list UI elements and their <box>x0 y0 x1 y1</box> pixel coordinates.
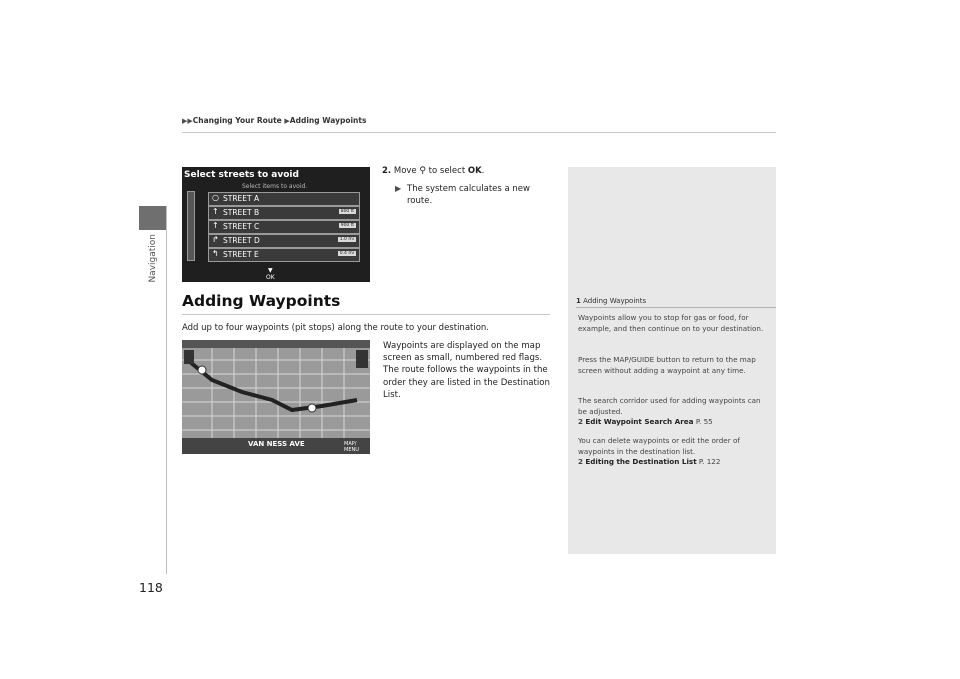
circle-icon: ○ <box>212 193 219 202</box>
cross-reference-icon: 2 <box>578 417 584 427</box>
section-body: Waypoints are displayed on the map screen as small, numbered red flags. The route follows the waypoints in the order they are listed in the Destination List. <box>383 341 551 400</box>
breadcrumb-item[interactable]: Adding Waypoints <box>289 116 367 125</box>
sidebar-heading: 1 Adding Waypoints <box>576 297 647 305</box>
section-intro: Add up to four waypoints (pit stops) along the route to your destination. <box>182 323 490 333</box>
screen-subtitle: Select items to avoid. <box>242 183 308 190</box>
cross-reference-icon: 2 <box>578 457 584 467</box>
sidebar-rule <box>576 307 776 308</box>
breadcrumb-arrow-icon: ▶ <box>284 117 290 125</box>
side-divider <box>166 206 167 574</box>
breadcrumb <box>182 116 366 125</box>
list-item: ○ STREET A <box>208 192 360 206</box>
cross-reference-link[interactable]: Edit Waypoint Search Area <box>585 417 694 427</box>
list-item: ↑ STREET B 800 ft <box>208 206 360 220</box>
map-graphic <box>182 340 370 454</box>
avoid-streets-screenshot <box>182 167 370 282</box>
sidebar-paragraph: The search corridor used for adding waypoints can be adjusted. 2 Edit Waypoint Search Area P. 55 <box>578 396 761 427</box>
section-title: Adding Waypoints <box>182 292 341 310</box>
list-item: ↱ STREET D 1.0 mi <box>208 234 360 248</box>
result-arrow-icon: ▶ <box>395 184 402 193</box>
waypoint-map-screenshot <box>182 340 370 454</box>
section-rule <box>182 314 550 315</box>
sidebar-paragraph: Press the MAP/GUIDE button to return to the map screen without adding a waypoint at any time. <box>578 355 756 375</box>
note-marker-icon: 1 <box>576 297 581 305</box>
straight-arrow-icon: ↑ <box>212 221 219 230</box>
left-turn-icon: ↰ <box>212 249 219 258</box>
header-rule <box>182 132 776 133</box>
right-turn-icon: ↱ <box>212 235 219 244</box>
step-result: ▶ The system calculates a new route. <box>395 184 530 206</box>
straight-arrow-icon: ↑ <box>212 207 219 216</box>
interface-dial-icon: ⚲ <box>419 166 426 176</box>
current-street-label: VAN NESS AVE <box>248 440 305 448</box>
map-menu-label: MAP/ MENU <box>344 441 359 453</box>
chapter-label: Navigation <box>148 234 158 283</box>
page-number: 118 <box>139 580 163 595</box>
down-arrow-icon: ▼ <box>268 267 273 274</box>
breadcrumb-arrow-icon: ▶▶ <box>182 117 193 125</box>
cross-reference-link[interactable]: Editing the Destination List <box>585 457 697 467</box>
step-2: 2. Move ⚲ to select OK. <box>382 166 485 176</box>
breadcrumb-item[interactable]: Changing Your Route <box>192 116 282 125</box>
list-item: ↰ STREET E 0.4 mi <box>208 248 360 262</box>
sidebar-paragraph: Waypoints allow you to stop for gas or food, for example, and then continue on to your destination. <box>578 313 764 333</box>
screen-title: Select streets to avoid <box>184 170 299 180</box>
chapter-tab <box>139 206 167 230</box>
ok-button: ▼ OK <box>266 267 275 281</box>
scroll-bar <box>187 191 195 261</box>
list-item: ↑ STREET C 900 ft <box>208 220 360 234</box>
sidebar-paragraph: You can delete waypoints or edit the order of waypoints in the destination list. 2 Editing the Destination List P. 122 <box>578 436 740 467</box>
